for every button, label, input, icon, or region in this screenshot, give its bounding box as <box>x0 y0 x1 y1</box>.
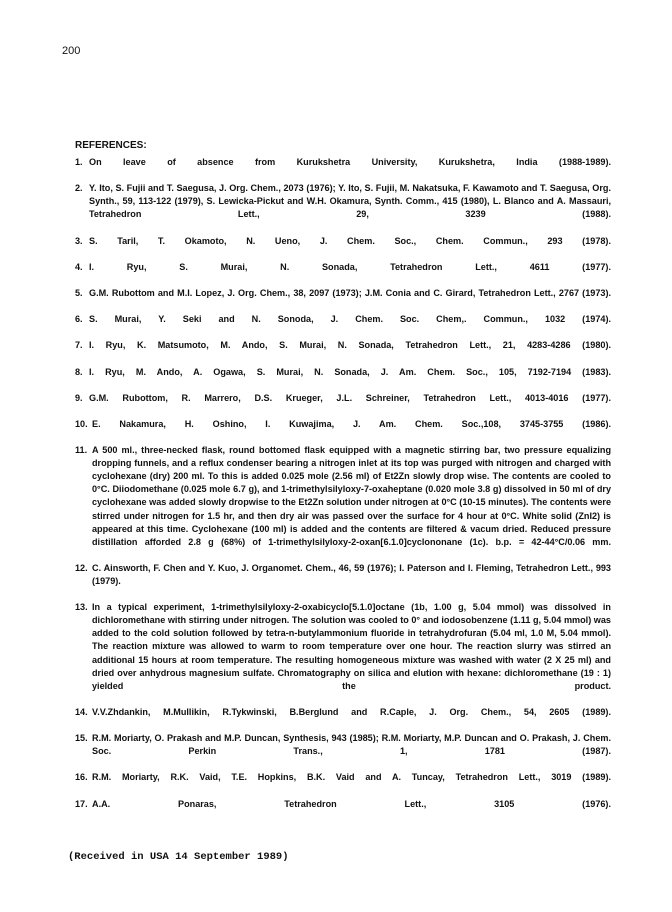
reference-item <box>75 601 611 706</box>
reference-number: 6. <box>75 314 83 325</box>
reference-number: 13. <box>75 602 88 613</box>
reference-number: 3. <box>75 235 83 246</box>
reference-number: 2. <box>75 183 83 194</box>
reference-text: A 500 ml., three-necked flask, round bottomed flask equipped with a magnetic stirring bar, two pressure equalizing dropping funnels, and a reflux condenser bearing a nitrogen inlet at its top was purged with nitrogen and charged with cyclohexane (dry) 200 ml. To this is added 0.025 mole (2.56 ml) of Et2Zn slowly drop wise. The contents are cooled to 0°C. Diiodomethane (0.025 mole 6.7 g), and 1-trimethylsilyloxy-7-oxaheptane (0.020 mole 3.8 g) dissolved in 50 ml of dry cyclohexane was added slowly dropwise to the Et2Zn solution under nitrogen at 0°C (10-15 minutes). The contents were stirred under nitrogen for 1.5 hr, and then dry air was passed over the surface for 4 hour at 0°C. White solid (ZnI2) is appeared at this time. Cyclohexane (100 ml) is added and the contents are filtered & vacum dried. Reduced pressure distillation afforded 2.8 g (68%) of 1-trimethylsilyloxy-2-oxan[6.1.0]cyclononane (1c). b.p. = 42-44°C/0.06 mm. <box>92 445 611 547</box>
reference-text: R.M. Moriarty, R.K. Vaid, T.E. Hopkins, B.K. Vaid and A. Tuncay, Tetrahedron Lett., 3019 (1989). <box>92 772 611 783</box>
reference-text: I. Ryu, M. Ando, A. Ogawa, S. Murai, N. Sonada, J. Am. Chem. Soc., 105, 7192-7194 (1983). <box>89 366 611 377</box>
reference-item <box>75 732 611 771</box>
reference-number: 14. <box>75 706 88 717</box>
references-heading: REFERENCES: <box>75 140 147 151</box>
page-number: 200 <box>62 45 81 57</box>
reference-number: 12. <box>75 562 88 573</box>
reference-number: 8. <box>75 366 83 377</box>
reference-item <box>75 366 611 392</box>
reference-item <box>75 156 611 182</box>
reference-number: 11. <box>75 445 88 456</box>
reference-item <box>75 798 611 824</box>
reference-item <box>75 444 611 562</box>
reference-number: 16. <box>75 772 88 783</box>
reference-text: I. Ryu, S. Murai, N. Sonada, Tetrahedron Lett., 4611 (1977). <box>89 261 611 272</box>
reference-item <box>75 706 611 732</box>
reference-text: In a typical experiment, 1-trimethylsilyloxy-2-oxabicyclo[5.1.0]octane (1b, 1.00 g, 5.04 mmol) was dissolved in dichloromethane with stirring under nitrogen. The solution was cooled to 0° and iodosobenzene (1.11 g, 5.04 mmol) was added to the cold solution followed by tetra-n-butylammonium fluoride in tetrahydrofuran (5.04 ml, 1.0 M, 5.04 mmol). The reaction mixture was allowed to warm to room temperature over one hour. The reaction slurry was stirred an additional 15 hours at room temperature. The resulting homogeneous mixture was washed with water (2 X 25 ml) and dried over anhydrous magnesium sulfate. Chromatography on silica and elution with hexane: dichloromethane (19 : 1) yielded the product. <box>92 602 611 691</box>
reference-number: 10. <box>75 418 88 429</box>
reference-item <box>75 562 611 601</box>
reference-item <box>75 418 611 444</box>
reference-number: 1. <box>75 157 83 167</box>
reference-text: G.M. Rubottom and M.I. Lopez, J. Org. Chem., 38, 2097 (1973); J.M. Conia and C. Girard, Tetrahedron Lett., 2767 (1973). <box>89 287 611 298</box>
reference-text: R.M. Moriarty, O. Prakash and M.P. Duncan, Synthesis, 943 (1985); R.M. Moriarty, M.P. Duncan and O. Prakash, J. Chem. Soc. Perkin Trans., 1, 1781 (1987). <box>92 733 611 757</box>
reference-item <box>75 313 611 339</box>
reference-text: S. Taril, T. Okamoto, N. Ueno, J. Chem. Soc., Chem. Commun., 293 (1978). <box>89 235 611 246</box>
reference-text: I. Ryu, K. Matsumoto, M. Ando, S. Murai, N. Sonada, Tetrahedron Lett., 21, 4283-4286 (1980). <box>89 340 611 351</box>
reference-number: 7. <box>75 340 83 351</box>
received-date: (Received in USA 14 September 1989) <box>68 851 289 863</box>
reference-item <box>75 339 611 365</box>
reference-text: V.V.Zhdankin, M.Mullikin, R.Tykwinski, B.Berglund and R.Caple, J. Org. Chem., 54, 2605 (1989). <box>92 706 611 717</box>
reference-list <box>75 156 611 824</box>
reference-number: 17. <box>75 798 88 809</box>
reference-item <box>75 261 611 287</box>
reference-text: A.A. Ponaras, Tetrahedron Lett., 3105 (1976). <box>92 798 611 809</box>
reference-item <box>75 235 611 261</box>
reference-number: 15. <box>75 733 88 744</box>
reference-text: C. Ainsworth, F. Chen and Y. Kuo, J. Organomet. Chem., 46, 59 (1976); I. Paterson and I. Fleming, Tetrahedron Lett., 993 (1979). <box>92 562 611 586</box>
reference-number: 5. <box>75 287 83 298</box>
reference-number: 9. <box>75 392 83 403</box>
reference-item <box>75 287 611 313</box>
reference-text: On leave of absence from Kurukshetra University, Kurukshetra, India (1988-1989). <box>89 157 611 167</box>
reference-item <box>75 771 611 797</box>
reference-text: S. Murai, Y. Seki and N. Sonoda, J. Chem. Soc. Chem,. Commun., 1032 (1974). <box>89 314 611 325</box>
reference-text: G.M. Rubottom, R. Marrero, D.S. Krueger, J.L. Schreiner, Tetrahedron Lett., 4013-4016 (1977). <box>89 392 611 403</box>
reference-item <box>75 392 611 418</box>
reference-item <box>75 182 611 234</box>
reference-text: E. Nakamura, H. Oshino, I. Kuwajima, J. Am. Chem. Soc.,108, 3745-3755 (1986). <box>92 418 611 429</box>
reference-text: Y. Ito, S. Fujii and T. Saegusa, J. Org. Chem., 2073 (1976); Y. Ito, S. Fujii, M. Nakatsuka, F. Kawamoto and T. Saegusa, Org. Synth., 59, 113-122 (1979), S. Lewicka-Pickut and W.H. Okamura, Synth. Comm., 415 (1980), L. Blanco and A. Massauri, Tetrahedron Lett., 29, 3239 (1988). <box>89 183 611 220</box>
reference-number: 4. <box>75 261 83 272</box>
